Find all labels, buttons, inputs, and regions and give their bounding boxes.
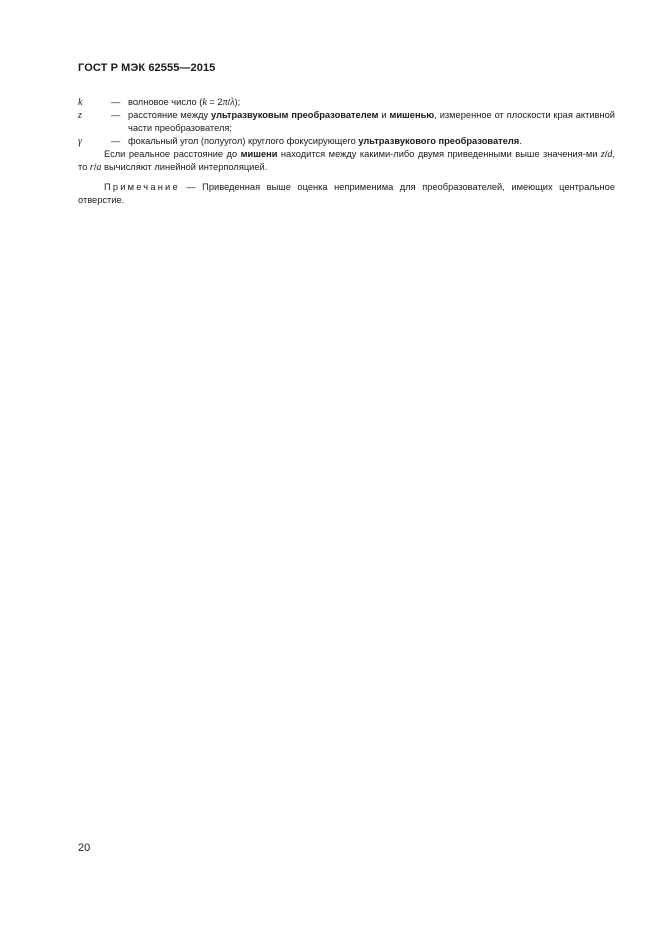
definition-symbol: k [78,97,83,108]
note-label: Примечание [104,182,180,192]
note-paragraph [78,181,615,207]
definition-k [78,96,615,109]
document-body [78,96,615,207]
definition-symbol: γ [78,136,82,147]
definition-text: волновое число (k = 2π/λ); [128,97,241,108]
definition-symbol: z [78,110,82,121]
definition-dash: — [111,110,121,120]
definition-z [78,109,615,135]
definition-gamma [78,135,615,148]
document-header: ГОСТ Р МЭК 62555—2015 [78,62,216,74]
definition-dash: — [111,136,121,146]
definition-text: фокальный угол (полуугол) круглого фокусирующего ультразвукового преобразователя. [128,136,522,146]
interpolation-paragraph: Если реальное расстояние до мишени находится между какими-либо двумя приведенными выше значения-ми z/d, то r/a вычисляют линейной интерполяцией. [78,149,615,173]
page-number: 20 [78,842,91,854]
definition-text: расстояние между ультразвуковым преобразователем и мишенью, измеренное от плоскости края активной части преобразователя; [128,110,615,133]
definition-dash: — [111,97,121,107]
note-text: — Приведенная выше оценка неприменима для преобразователей, имеющих центральное отверстие. [78,182,615,205]
